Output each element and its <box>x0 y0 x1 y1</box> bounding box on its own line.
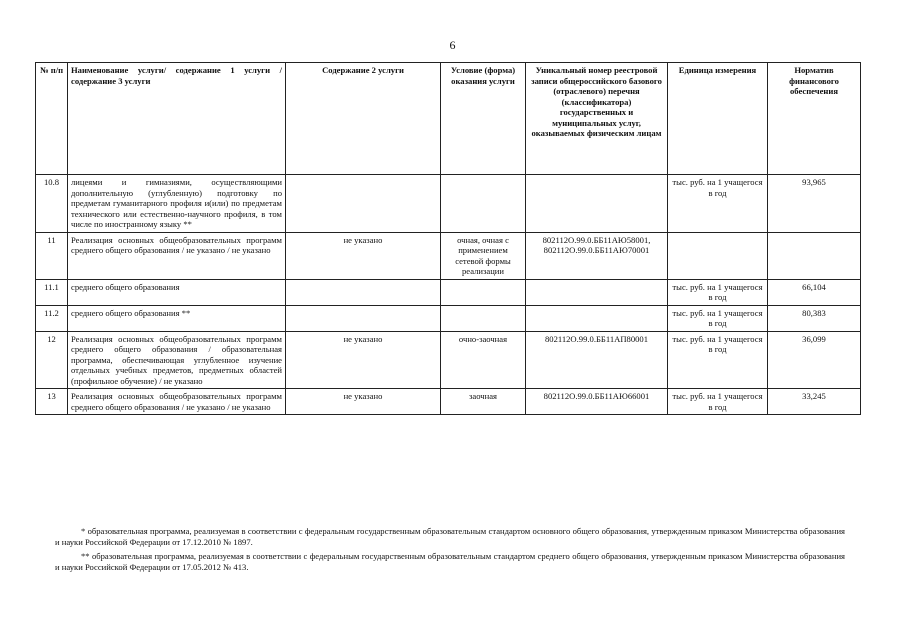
row-num: 11.1 <box>36 279 68 305</box>
table-row <box>36 175 861 233</box>
header-condition: Условие (форма) оказания услуги <box>441 63 526 175</box>
table-header-row <box>36 63 861 175</box>
row-num: 11.2 <box>36 305 68 331</box>
row-condition: заочная <box>441 389 526 415</box>
row-code: 802112О.99.0.ББ11АЮ66001 <box>526 389 668 415</box>
row-unit <box>668 232 768 279</box>
row-unit: тыс. руб. на 1 учащегося в год <box>668 389 768 415</box>
row-num: 10.8 <box>36 175 68 233</box>
row-condition: очная, очная с применением сетевой формы реализации <box>441 232 526 279</box>
table-row <box>36 389 861 415</box>
header-name: Наименование услуги/ содержание 1 услуги / содержание 3 услуги <box>68 63 286 175</box>
services-table <box>35 62 861 415</box>
row-code: 802112О.99.0.ББ11АЮ58001, 802112О.99.0.ББ11АЮ70001 <box>526 232 668 279</box>
row-condition <box>441 175 526 233</box>
page-number: 6 <box>449 38 456 52</box>
row-norm: 80,383 <box>768 305 861 331</box>
header-content2: Содержание 2 услуги <box>286 63 441 175</box>
row-name: среднего общего образования ** <box>68 305 286 331</box>
row-content2 <box>286 305 441 331</box>
row-unit: тыс. руб. на 1 учащегося в год <box>668 279 768 305</box>
footnote-2: ** образовательная программа, реализуемая в соответствии с федеральным государственным образовательным стандартом среднего общего образования, утвержденным приказом Министерства образования и науки Российской Федерации от 17.05.2012 № 413. <box>55 551 845 572</box>
table-row <box>36 232 861 279</box>
row-condition <box>441 305 526 331</box>
row-name: Реализация основных общеобразовательных программ среднего общего образования / образовательная программа, обеспечивающая углубленное изучение отдельных учебных предметов, предметных областей (профильное обучение) / не указано <box>68 331 286 389</box>
row-norm: 36,099 <box>768 331 861 389</box>
row-num: 13 <box>36 389 68 415</box>
row-content2: не указано <box>286 389 441 415</box>
row-name: лицеями и гимназиями, осуществляющими дополнительную (углубленную) подготовку по предметам гуманитарного профиля и(или) по предметам технического или естественно-научного профиля, в том числе по иностранному языку ** <box>68 175 286 233</box>
row-norm <box>768 232 861 279</box>
row-content2 <box>286 279 441 305</box>
row-norm: 93,965 <box>768 175 861 233</box>
row-code <box>526 305 668 331</box>
table-row <box>36 279 861 305</box>
header-code: Уникальный номер реестровой записи общероссийского базового (отраслевого) перечня (классификатора) государственных и муниципальных услуг, оказываемых физическим лицам <box>526 63 668 175</box>
header-num: № п/п <box>36 63 68 175</box>
row-name: Реализация основных общеобразовательных программ среднего общего образования / не указано / не указано <box>68 232 286 279</box>
row-num: 12 <box>36 331 68 389</box>
row-unit: тыс. руб. на 1 учащегося в год <box>668 331 768 389</box>
row-unit: тыс. руб. на 1 учащегося в год <box>668 305 768 331</box>
row-norm: 33,245 <box>768 389 861 415</box>
header-unit: Единица измерения <box>668 63 768 175</box>
row-content2 <box>286 175 441 233</box>
row-name: среднего общего образования <box>68 279 286 305</box>
row-name: Реализация основных общеобразовательных программ среднего общего образования / не указано / не указано <box>68 389 286 415</box>
footnote-1: * образовательная программа, реализуемая в соответствии с федеральным государственным образовательным стандартом основного общего образования, утвержденным приказом Министерства образования и науки Российской Федерации от 17.12.2010 № 1897. <box>55 526 845 547</box>
row-code <box>526 175 668 233</box>
row-norm: 66,104 <box>768 279 861 305</box>
row-code: 802112О.99.0.ББ11АП80001 <box>526 331 668 389</box>
table-row <box>36 331 861 389</box>
row-condition: очно-заочная <box>441 331 526 389</box>
row-content2: не указано <box>286 232 441 279</box>
row-code <box>526 279 668 305</box>
footnotes <box>55 526 845 576</box>
row-condition <box>441 279 526 305</box>
row-num: 11 <box>36 232 68 279</box>
header-norm: Норматив финансового обеспечения <box>768 63 861 175</box>
table-row <box>36 305 861 331</box>
row-unit: тыс. руб. на 1 учащегося в год <box>668 175 768 233</box>
row-content2: не указано <box>286 331 441 389</box>
